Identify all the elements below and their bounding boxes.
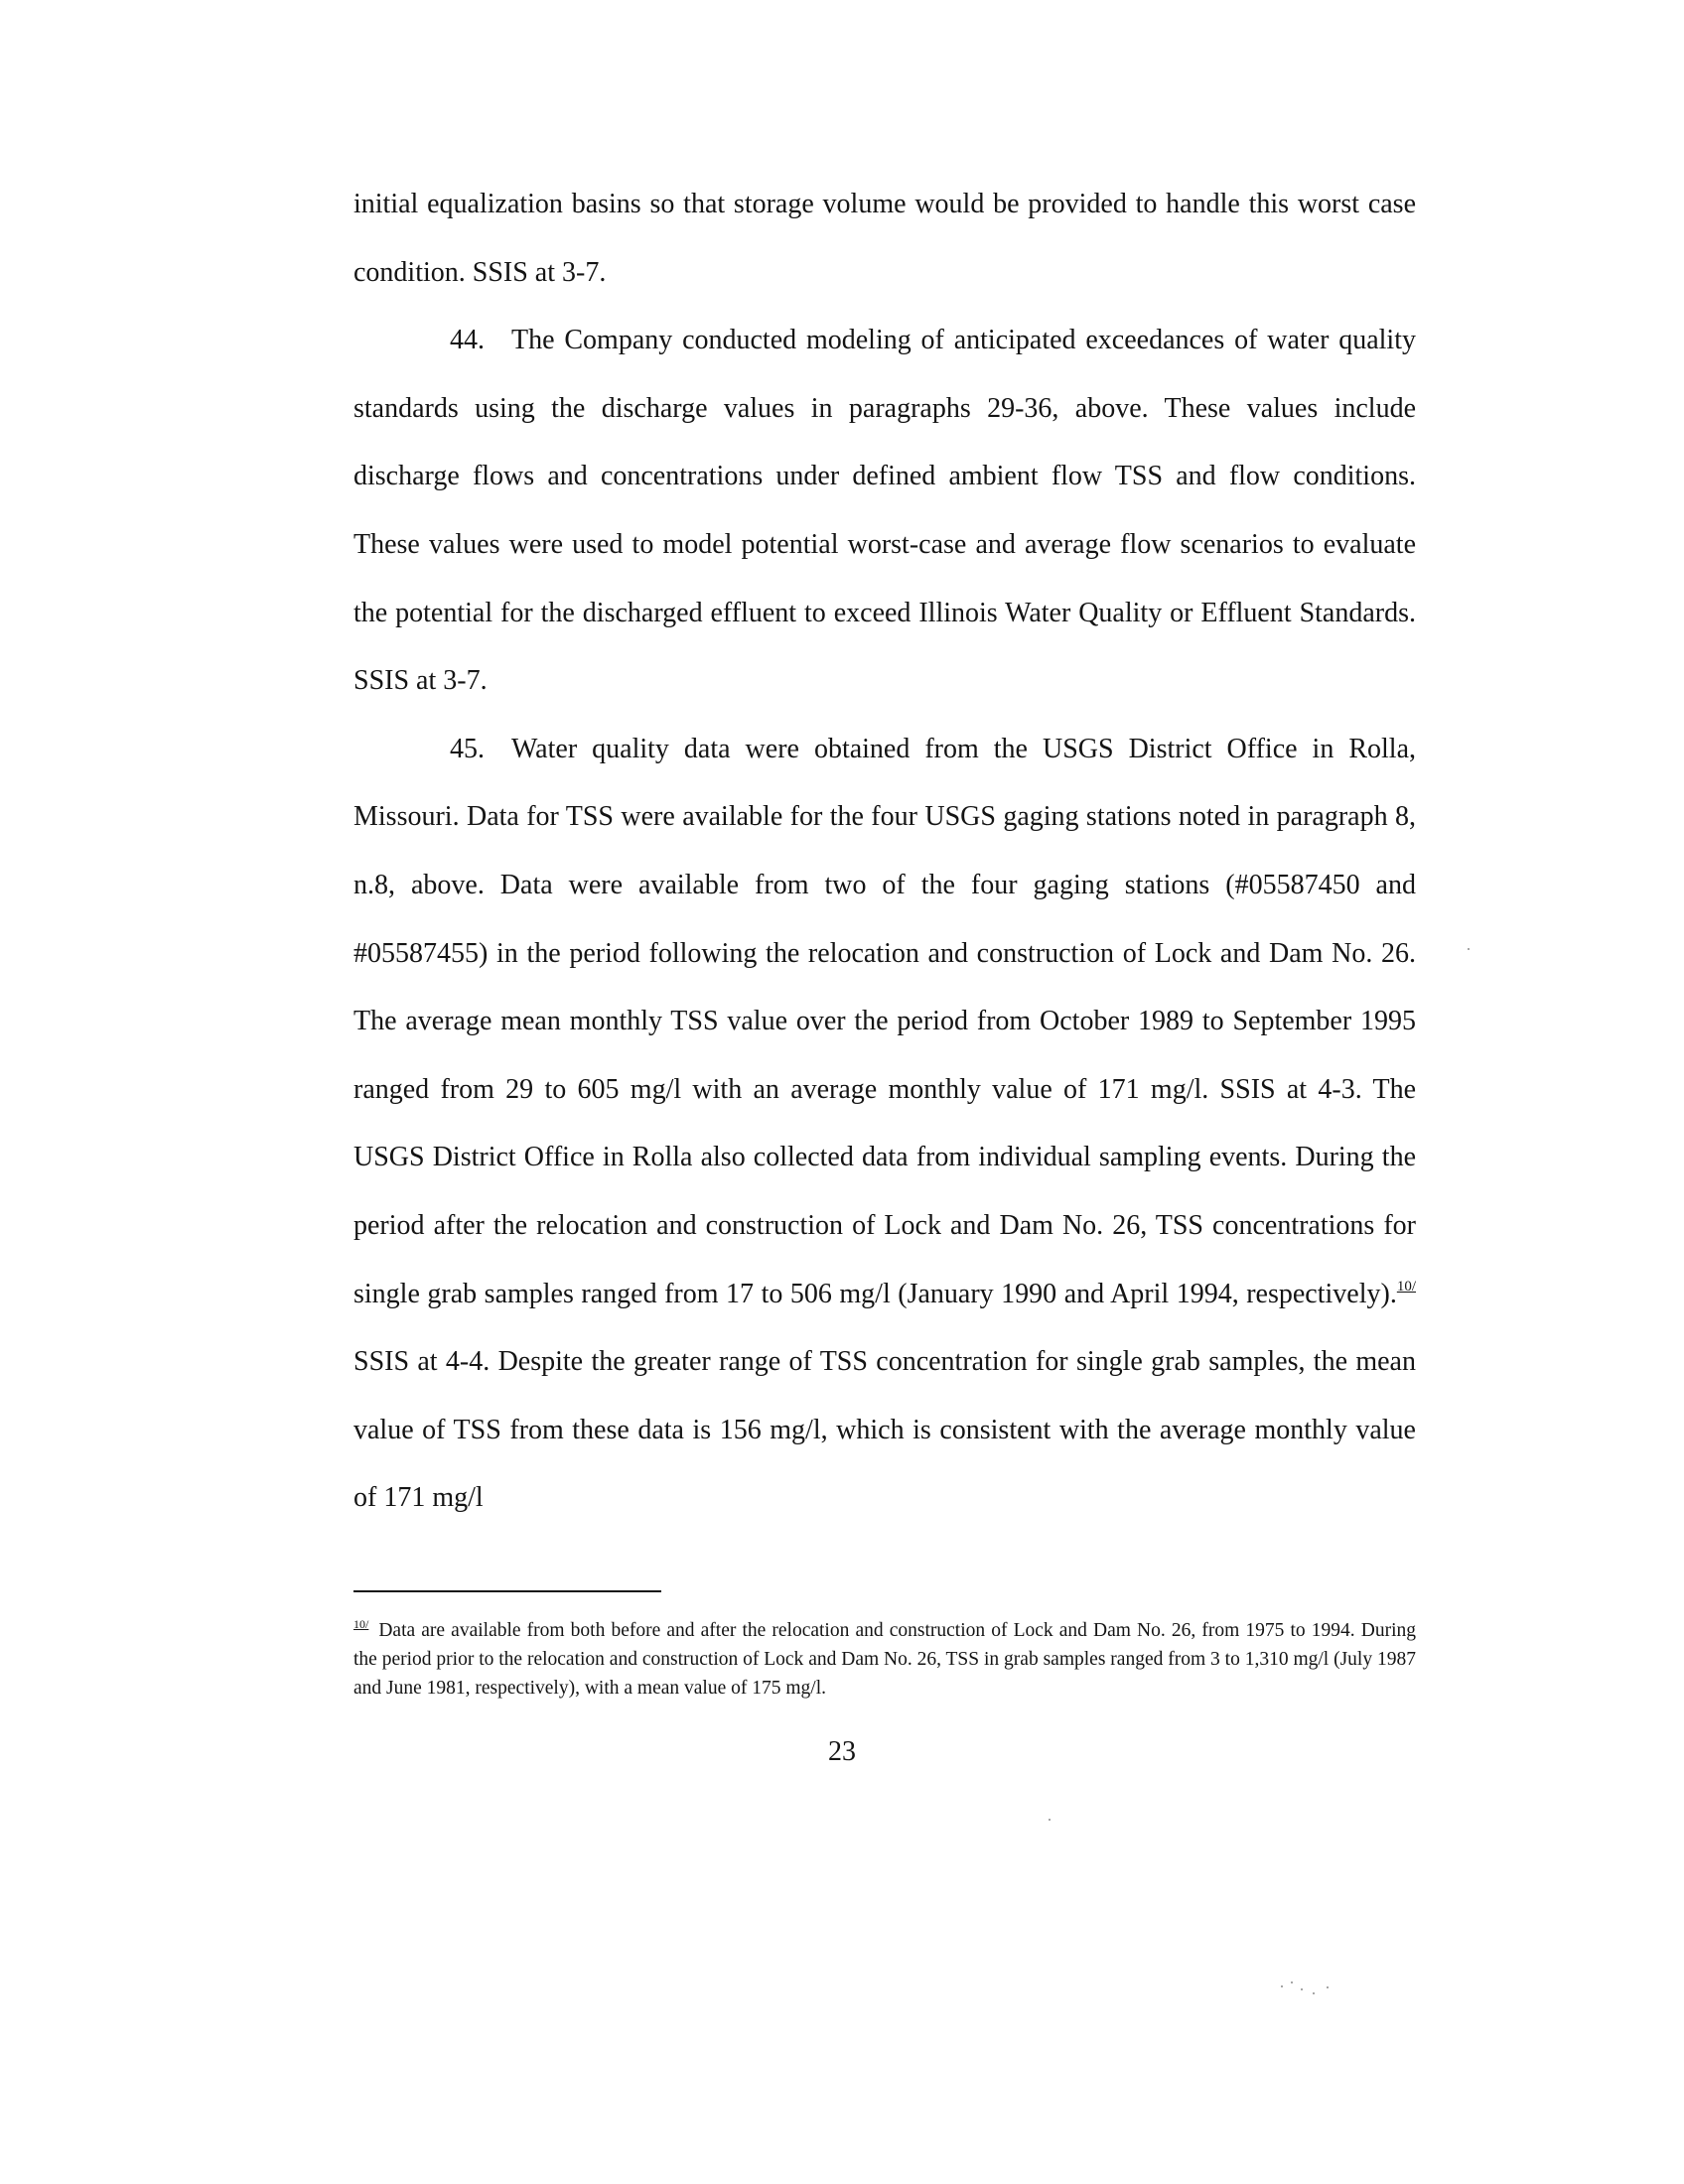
paragraph-45: [353, 716, 1416, 1533]
paragraph-text-continued: SSIS at 4-4. Despite the greater range of TSS concentration for single grab samples, the mean value of TSS from these data is 156 mg/l, which is consistent with the average monthly value of 171 mg/l: [353, 1346, 1416, 1514]
paragraph-continuation: [353, 171, 1416, 307]
paragraph-number: 44.: [450, 325, 485, 356]
paragraph-text: initial equalization basins so that storage volume would be provided to handle this worst case condition. SSIS at 3-7.: [353, 189, 1416, 288]
page-number: 23: [828, 1736, 856, 1767]
scan-speck: [1301, 1988, 1303, 1990]
footnote-divider: [353, 1590, 661, 1592]
paragraph-text: Water quality data were obtained from the USGS District Office in Rolla, Missouri. Data for TSS were available for the four USGS gaging stations noted in paragraph 8, n.8, above. Data were available from two of the four gaging stations (#05587450 and #05587455) in the period following the relocation and construction of Lock and Dam No. 26. The average mean monthly TSS value over the period from October 1989 to September 1995 ranged from 29 to 605 mg/l with an average monthly value of 171 mg/l. SSIS at 4-3. The USGS District Office in Rolla also collected data from individual sampling events. During the period after the relocation and construction of Lock and Dam No. 26, TSS concentrations for single grab samples ranged from 17 to 506 mg/l (January 1990 and April 1994, respectively).: [353, 733, 1416, 1309]
scan-speck: [1468, 948, 1470, 950]
scan-speck: [1291, 1981, 1293, 1983]
body-text: [353, 171, 1416, 1533]
footnote: [353, 1616, 1416, 1703]
paragraph-text: The Company conducted modeling of anticipated exceedances of water quality standards using the discharge values in paragraphs 29-36, above. These values include discharge flows and concentrations under defined ambient flow TSS and flow conditions. These values were used to model potential worst-case and average flow scenarios to evaluate the potential for the discharged effluent to exceed Illinois Water Quality or Effluent Standards. SSIS at 3-7.: [353, 325, 1416, 697]
footnote-reference: 10/: [1396, 1278, 1416, 1295]
scan-speck: [1313, 1992, 1315, 1994]
scan-speck: [1327, 1986, 1329, 1988]
footnote-text: Data are available from both before and after the relocation and construction of Lock and Dam No. 26, from 1975 to 1994. During the period prior to the relocation and construction of Lock and Dam No. 26, TSS in grab samples ranged from 3 to 1,310 mg/l (July 1987 and June 1981, respectively), with a mean value of 175 mg/l.: [353, 1620, 1416, 1699]
paragraph-number: 45.: [450, 733, 485, 764]
scan-speck: [1049, 1819, 1051, 1821]
paragraph-44: [353, 307, 1416, 716]
footnote-marker: 10/: [353, 1617, 369, 1631]
scan-speck: [1281, 1985, 1283, 1987]
